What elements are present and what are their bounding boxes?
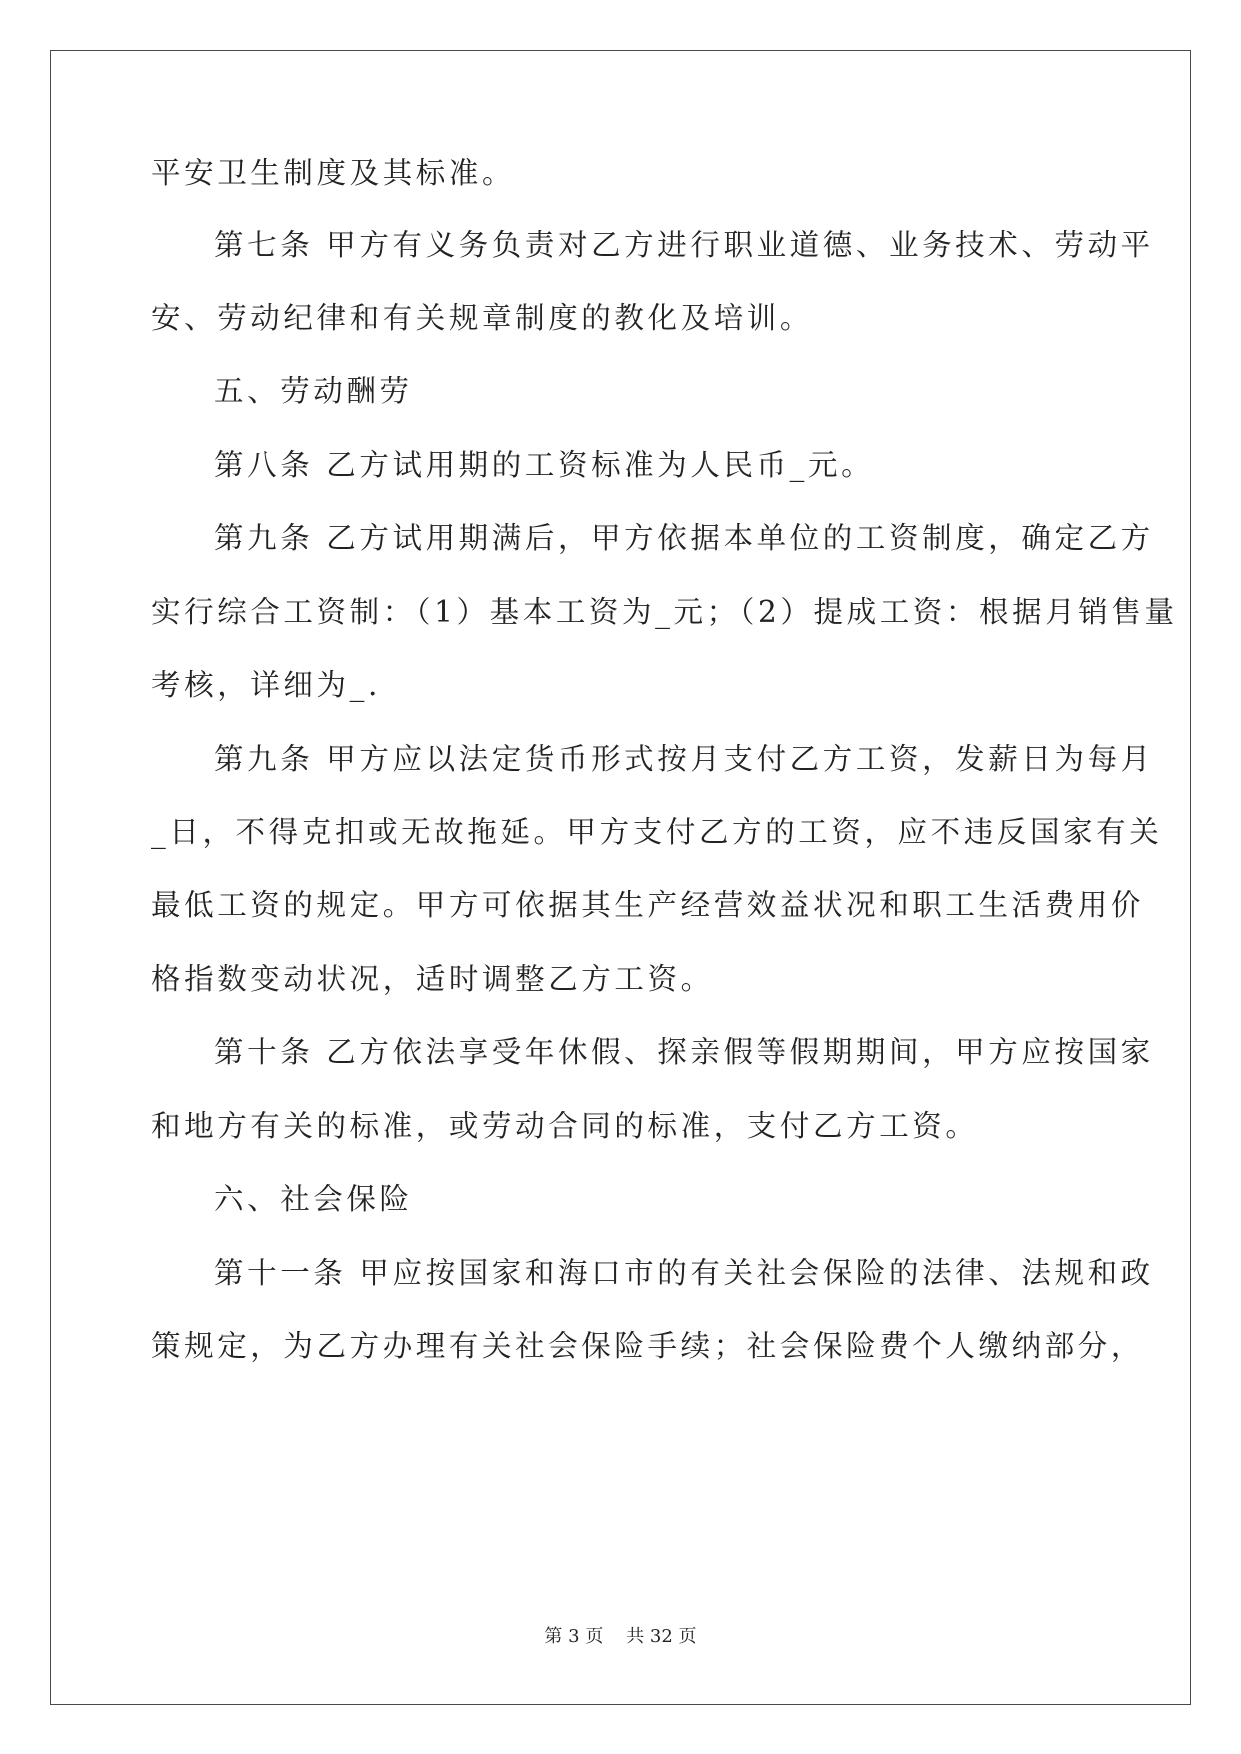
text-line: 第九条 乙方试用期满后，甲方依据本单位的工资制度，确定乙方	[214, 521, 1154, 555]
text-line: 策规定，为乙方办理有关社会保险手续；社会保险费个人缴纳部分，	[151, 1329, 1145, 1363]
section-heading: 五、劳动酬劳	[214, 374, 413, 408]
text-line: 实行综合工资制：（1）基本工资为_元；（2）提成工资：根据月销售量	[151, 595, 1178, 629]
text-line: 最低工资的规定。甲方可依据其生产经营效益状况和职工生活费用价	[151, 888, 1145, 922]
text-line: _日，不得克扣或无故拖延。甲方支付乙方的工资，应不违反国家有关	[151, 815, 1163, 849]
text-line: 考核，详细为_.	[151, 668, 381, 702]
text-line: 和地方有关的标准，或劳动合同的标准，支付乙方工资。	[151, 1109, 979, 1143]
text-line: 第九条 甲方应以法定货币形式按月支付乙方工资，发薪日为每月	[214, 742, 1154, 776]
text-line: 第八条 乙方试用期的工资标准为人民币_元。	[214, 448, 875, 482]
text-line: 格指数变动状况，适时调整乙方工资。	[151, 962, 714, 996]
section-heading: 六、社会保险	[214, 1182, 413, 1216]
text-line: 第七条 甲方有义务负责对乙方进行职业道德、业务技术、劳动平	[214, 228, 1154, 262]
text-line: 第十一条 甲应按国家和海口市的有关社会保险的法律、法规和政	[214, 1256, 1154, 1290]
text-line: 平安卫生制度及其标准。	[151, 156, 516, 190]
text-line: 第十条 乙方依法享受年休假、探亲假等假期期间，甲方应按国家	[214, 1035, 1154, 1069]
text-line: 安、劳动纪律和有关规章制度的教化及培训。	[151, 301, 814, 335]
page-number: 第 3 页 共 32 页	[544, 1626, 697, 1647]
